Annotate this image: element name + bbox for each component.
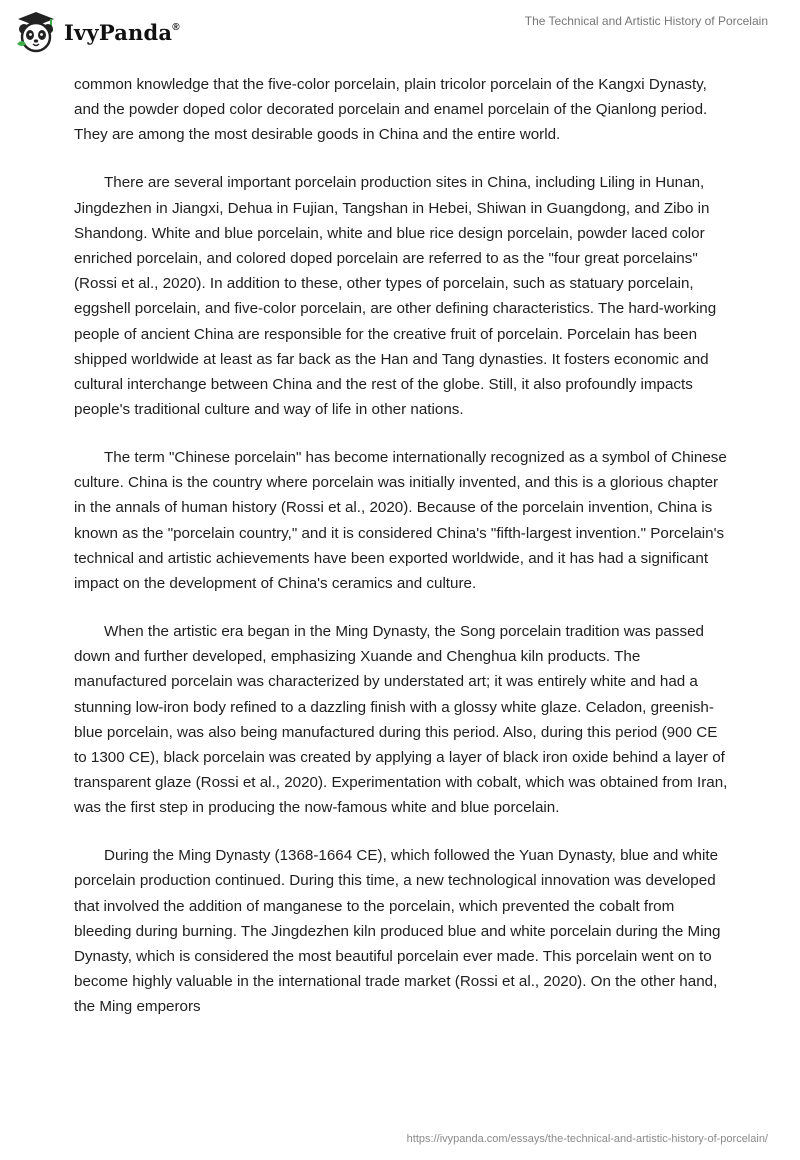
essay-body (74, 72, 734, 1042)
registered-mark: ® (172, 21, 180, 33)
panda-graduate-icon (14, 10, 58, 54)
paragraph: There are several important porcelain production sites in China, including Liling in Hunan, Jingdezhen in Jiangxi, Dehua in Fujian, Tangshan in Hebei, Shiwan in Guangdong, and Zibo in Shandong. White and blue porcelain, white and blue rice design porcelain, powder laced color enriched porcelain, and colored doped porcelain are referred to as the "four great porcelains" (Rossi et al., 2020). In addition to these, other types of porcelain, such as statuary porcelain, eggshell porcelain, and five-color porcelain, are other defining characteristics. The hard-working people of ancient China are responsible for the creative fruit of porcelain. Porcelain has been shipped worldwide at least as far back as the Han and Tang dynasties. It fosters economic and cultural interchange between China and the rest of the globe. Still, it also profoundly impacts people's traditional culture and way of life in other nations. (74, 174, 717, 419)
ivypanda-logo[interactable] (14, 8, 180, 56)
paragraph: The term "Chinese porcelain" has become internationally recognized as a symbol of Chinese culture. China is the country where porcelain was initially invented, and this is a glorious chapter in the annals of human history (Rossi et al., 2020). Because of the porcelain invention, China is known as the "porcelain country," and it is considered China's "fifth-largest invention." Porcelain's technical and artistic achievements have been exported worldwide, and it has had a significant impact on the development of China's ceramics and culture. (74, 449, 727, 593)
paragraph-continued: common knowledge that the five-color porcelain, plain tricolor porcelain of the Kangxi Dynasty, and the powder doped color decorated porcelain and enamel porcelain of the Qianlong period. They are among the most desirable goods in China and the entire world. (74, 76, 708, 144)
page-header (0, 0, 800, 64)
source-url[interactable]: https://ivypanda.com/essays/the-technical-and-artistic-history-of-porcelain/ (406, 1133, 768, 1145)
brand-name: IvyPanda® (64, 19, 180, 45)
paragraph: When the artistic era began in the Ming Dynasty, the Song porcelain tradition was passed down and further developed, emphasizing Xuande and Chenghua kiln products. The manufactured porcelain was characterized by understated art; it was entirely white and had a stunning low-iron body refined to a dazzling finish with a glossy white glaze. Celadon, greenish-blue porcelain, was also being manufactured during this period. Also, during this period (900 CE to 1300 CE), black porcelain was created by applying a layer of black iron oxide behind a layer of transparent glaze (Rossi et al., 2020). Experimentation with cobalt, which was obtained from Iran, was the first step in producing the now-famous white and blue porcelain. (74, 622, 728, 817)
paragraph: During the Ming Dynasty (1368-1664 CE), which followed the Yuan Dynasty, blue and white porcelain production continued. During this time, a new technological innovation was developed that involved the addition of manganese to the porcelain, which prevented the cobalt from bleeding during burning. The Jingdezhen kiln produced blue and white porcelain during the Ming Dynasty, which is considered the most beautiful porcelain ever made. This porcelain went on to become highly valuable in the international trade market (Rossi et al., 2020). On the other hand, the Ming emperors (74, 847, 721, 1016)
document-title: The Technical and Artistic History of Porcelain (524, 14, 768, 28)
